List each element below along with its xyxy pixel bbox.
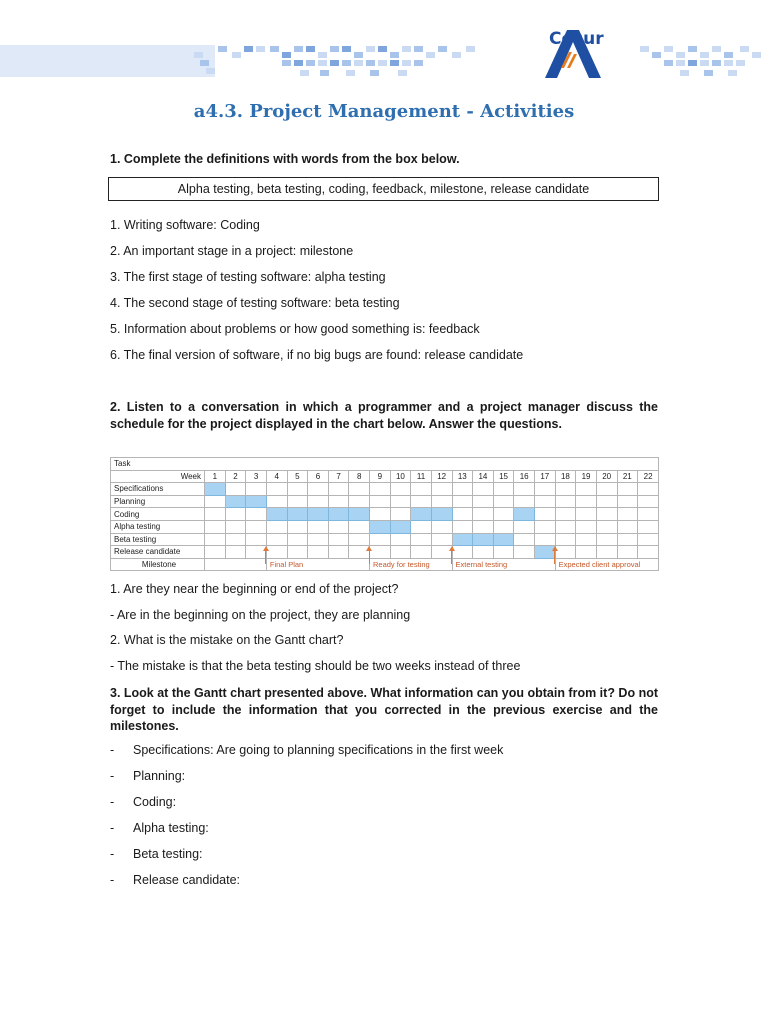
q3-bullet-text: Specifications: Are going to planning specifications in the first week — [133, 743, 504, 757]
header-pixel — [370, 70, 379, 76]
gantt-cell — [596, 533, 617, 546]
gantt-week-number: 1 — [205, 470, 226, 483]
gantt-cell — [638, 495, 659, 508]
gantt-cell — [596, 508, 617, 521]
header-pixel — [294, 46, 303, 52]
q3-bullet: - Planning: — [110, 769, 186, 783]
q1-item: 2. An important stage in a project: milestone — [110, 244, 354, 258]
header-pixel — [398, 70, 407, 76]
gantt-cell — [225, 483, 246, 496]
arrow-shaft — [265, 550, 266, 564]
gantt-cell — [638, 508, 659, 521]
gantt-week-number: 17 — [535, 470, 556, 483]
gantt-cell — [370, 508, 391, 521]
gantt-cell — [617, 533, 638, 546]
gantt-week-number: 13 — [452, 470, 473, 483]
gantt-cell — [431, 520, 452, 533]
gantt-week-number: 21 — [617, 470, 638, 483]
header-pixel — [200, 60, 209, 66]
gantt-bar-cell — [308, 508, 329, 521]
header-pixel — [724, 52, 733, 58]
gantt-cell — [596, 520, 617, 533]
gantt-cell — [390, 508, 411, 521]
header-pixel — [294, 60, 303, 66]
gantt-cell — [225, 546, 246, 559]
gantt-cell — [638, 483, 659, 496]
header-pixel — [466, 46, 475, 52]
gantt-cell — [431, 533, 452, 546]
gantt-cell — [349, 520, 370, 533]
header-pixel — [194, 52, 203, 58]
q2-heading: 2. Listen to a conversation in which a programmer and a project manager discuss the schedule for the project displayed in the chart below. Answer the questions. — [110, 400, 658, 431]
gantt-cell — [555, 546, 576, 559]
header-pixel — [256, 46, 265, 52]
gantt-cell — [576, 495, 597, 508]
gantt-week-number: 18 — [555, 470, 576, 483]
gantt-week-number: 7 — [328, 470, 349, 483]
gantt-cell — [638, 533, 659, 546]
gantt-cell — [349, 483, 370, 496]
gantt-week-number: 9 — [370, 470, 391, 483]
gantt-cell — [328, 533, 349, 546]
q3-bullet: - Release candidate: — [110, 873, 241, 887]
gantt-cell — [287, 495, 308, 508]
gantt-cell — [617, 520, 638, 533]
gantt-cell — [493, 546, 514, 559]
header-pixel — [354, 52, 363, 58]
gantt-cell — [514, 533, 535, 546]
word-box: Alpha testing, beta testing, coding, feedback, milestone, release candidate — [108, 177, 659, 201]
header-pixel — [414, 46, 423, 52]
gantt-cell — [370, 495, 391, 508]
header-pixel — [330, 60, 339, 66]
gantt-cell — [349, 533, 370, 546]
gantt-cell — [452, 483, 473, 496]
header-pixel — [728, 70, 737, 76]
gantt-cell — [308, 483, 329, 496]
gantt-bar-cell — [246, 495, 267, 508]
gantt-cell — [411, 546, 432, 559]
header-pixel — [342, 60, 351, 66]
gantt-cell — [328, 520, 349, 533]
header-pixel — [688, 46, 697, 52]
q3-bullet-text: Planning: — [133, 769, 186, 783]
q3-heading: 3. Look at the Gantt chart presented above. What information can you obtain from it? Do not forget to include the information that you corrected in the previous exercise and the milestones. — [110, 686, 658, 733]
q1-item: 1. Writing software: Coding — [110, 218, 260, 232]
gantt-cell — [473, 520, 494, 533]
q1-item: 6. The final version of software, if no big bugs are found: release candidate — [110, 348, 524, 362]
header-pixel — [438, 46, 447, 52]
gantt-bar-cell — [493, 533, 514, 546]
header-pixel — [676, 52, 685, 58]
header-pixel — [282, 52, 291, 58]
header-pixel — [712, 60, 721, 66]
header-pixel — [712, 46, 721, 52]
header-pixel — [688, 60, 697, 66]
gantt-cell — [493, 483, 514, 496]
gantt-cell — [349, 495, 370, 508]
header-band — [0, 45, 215, 77]
header-pixel — [330, 46, 339, 52]
gantt-cell — [431, 483, 452, 496]
gantt-milestone-text: External testing — [452, 558, 555, 571]
gantt-week-number: 11 — [411, 470, 432, 483]
gantt-cell — [493, 508, 514, 521]
gantt-cell — [411, 533, 432, 546]
header-pixel — [318, 52, 327, 58]
gantt-cell — [555, 508, 576, 521]
q2-line: 1. Are they near the beginning or end of the project? — [110, 582, 399, 596]
gantt-week-number: 20 — [596, 470, 617, 483]
gantt-cell — [596, 546, 617, 559]
gantt-cell — [266, 483, 287, 496]
gantt-cell — [555, 495, 576, 508]
header-pixel — [724, 60, 733, 66]
gantt-cell — [617, 483, 638, 496]
q1-item: 5. Information about problems or how good something is: feedback — [110, 322, 480, 336]
q3-bullet-text: Release candidate: — [133, 873, 241, 887]
gantt-cell — [246, 483, 267, 496]
gantt-week-number: 14 — [473, 470, 494, 483]
q3-bullet-text: Beta testing: — [133, 847, 203, 861]
header-pixel — [414, 60, 423, 66]
gantt-week-number: 6 — [308, 470, 329, 483]
gantt-cell — [266, 546, 287, 559]
gantt-cell — [452, 495, 473, 508]
gantt-cell — [576, 546, 597, 559]
gantt-cell — [617, 546, 638, 559]
gantt-week-number: 10 — [390, 470, 411, 483]
gantt-week-number: 5 — [287, 470, 308, 483]
gantt-cell — [205, 520, 226, 533]
gantt-task-row — [111, 533, 659, 546]
gantt-bar-cell — [411, 508, 432, 521]
gantt-cell — [328, 495, 349, 508]
gantt-cell — [205, 495, 226, 508]
gantt-cell — [390, 533, 411, 546]
gantt-cell — [205, 508, 226, 521]
gantt-week-label: Week — [111, 470, 205, 483]
header-pixel — [346, 70, 355, 76]
gantt-cell — [596, 495, 617, 508]
cesur-logo — [543, 22, 605, 80]
gantt-cell — [473, 508, 494, 521]
header-pixel — [218, 46, 227, 52]
gantt-week-number: 2 — [225, 470, 246, 483]
gantt-bar-cell — [452, 533, 473, 546]
gantt-bar-cell — [370, 520, 391, 533]
gantt-cell — [514, 520, 535, 533]
arrow-shaft — [451, 550, 452, 564]
header-pixel — [426, 52, 435, 58]
gantt-milestone-text: Ready for testing — [370, 558, 453, 571]
header-pixel — [700, 52, 709, 58]
q3-bullet-text: Alpha testing: — [133, 821, 209, 835]
gantt-header-row — [111, 458, 659, 471]
gantt-cell — [493, 520, 514, 533]
gantt-task-name: Planning — [111, 495, 205, 508]
gantt-week-number: 12 — [431, 470, 452, 483]
gantt-task-name: Release candidate — [111, 546, 205, 559]
header-pixel — [704, 70, 713, 76]
gantt-cell — [576, 533, 597, 546]
gantt-cell — [617, 508, 638, 521]
header-pixel — [306, 46, 315, 52]
gantt-cell — [411, 495, 432, 508]
gantt-week-row — [111, 470, 659, 483]
gantt-cell — [390, 495, 411, 508]
gantt-cell — [246, 533, 267, 546]
gantt-task-name: Beta testing — [111, 533, 205, 546]
gantt-cell — [514, 546, 535, 559]
gantt-cell — [308, 546, 329, 559]
gantt-cell — [287, 520, 308, 533]
q3-bullet: - Alpha testing: — [110, 821, 209, 835]
gantt-cell — [452, 508, 473, 521]
header-pixel — [378, 60, 387, 66]
header-pixel — [402, 46, 411, 52]
gantt-milestone-text: Expected client approval — [555, 558, 658, 571]
gantt-cell — [225, 520, 246, 533]
gantt-cell — [308, 533, 329, 546]
gantt-cell — [246, 520, 267, 533]
arrow-shaft — [369, 550, 370, 564]
gantt-cell — [370, 483, 391, 496]
q3-bullet-text: Coding: — [133, 795, 177, 809]
gantt-cell — [535, 533, 556, 546]
gantt-cell — [390, 546, 411, 559]
gantt-bar-cell — [514, 508, 535, 521]
q1-heading: 1. Complete the definitions with words from the box below. — [110, 152, 460, 166]
header-pixel — [664, 46, 673, 52]
gantt-bar-cell — [349, 508, 370, 521]
gantt-bar-cell — [225, 495, 246, 508]
gantt-milestone-row — [111, 558, 659, 571]
header-pixel — [232, 52, 241, 58]
gantt-bar-cell — [205, 483, 226, 496]
gantt-week-number: 19 — [576, 470, 597, 483]
gantt-cell — [266, 495, 287, 508]
gantt-cell — [328, 546, 349, 559]
gantt-cell — [514, 495, 535, 508]
gantt-task-row — [111, 483, 659, 496]
header-pixel — [700, 60, 709, 66]
gantt-cell — [390, 483, 411, 496]
gantt-cell — [535, 495, 556, 508]
gantt-bar-cell — [266, 508, 287, 521]
gantt-milestone-text: Final Plan — [266, 558, 369, 571]
header-pixel — [676, 60, 685, 66]
gantt-cell — [225, 508, 246, 521]
gantt-task-header: Task — [111, 458, 659, 471]
gantt-cell — [411, 520, 432, 533]
gantt-cell — [555, 520, 576, 533]
gantt-week-number: 3 — [246, 470, 267, 483]
header-pixel — [244, 46, 253, 52]
gantt-cell — [555, 483, 576, 496]
q1-item: 4. The second stage of testing software: beta testing — [110, 296, 400, 310]
gantt-cell — [266, 533, 287, 546]
q3-bullet: - Specifications: Are going to planning specifications in the first week — [110, 743, 504, 757]
header-pixel — [752, 52, 761, 58]
gantt-week-number: 15 — [493, 470, 514, 483]
gantt-cell — [638, 546, 659, 559]
gantt-cell — [596, 483, 617, 496]
gantt-cell — [473, 495, 494, 508]
gantt-bar-cell — [328, 508, 349, 521]
header-pixel — [664, 60, 673, 66]
gantt-cell — [266, 520, 287, 533]
gantt-bar-cell — [473, 533, 494, 546]
q2-line: - Are in the beginning on the project, they are planning — [110, 608, 411, 622]
gantt-cell — [473, 546, 494, 559]
gantt-cell — [308, 495, 329, 508]
header-pixel — [402, 60, 411, 66]
header-pixel — [390, 60, 399, 66]
gantt-cell — [328, 483, 349, 496]
gantt-cell — [452, 546, 473, 559]
header-pixel — [306, 60, 315, 66]
header-pixel — [320, 70, 329, 76]
gantt-cell — [205, 533, 226, 546]
gantt-cell — [617, 495, 638, 508]
gantt-week-number: 8 — [349, 470, 370, 483]
header-pixel — [318, 60, 327, 66]
gantt-cell — [555, 533, 576, 546]
gantt-bar-cell — [431, 508, 452, 521]
gantt-milestone-gap — [205, 558, 267, 571]
gantt-cell — [370, 546, 391, 559]
arrow-shaft — [554, 550, 555, 564]
header-pixel — [354, 60, 363, 66]
header-pixel — [366, 60, 375, 66]
q3-bullet: - Beta testing: — [110, 847, 203, 861]
gantt-cell — [411, 483, 432, 496]
gantt-task-row — [111, 495, 659, 508]
header-pixel — [206, 68, 215, 74]
gantt-cell — [493, 495, 514, 508]
header-pixel — [736, 60, 745, 66]
gantt-task-row — [111, 520, 659, 533]
header-pixel — [390, 52, 399, 58]
gantt-cell — [287, 546, 308, 559]
q1-item: 3. The first stage of testing software: alpha testing — [110, 270, 386, 284]
gantt-task-name: Alpha testing — [111, 520, 205, 533]
gantt-cell — [287, 533, 308, 546]
gantt-cell — [205, 546, 226, 559]
header-pixel — [366, 46, 375, 52]
header-pixel — [300, 70, 309, 76]
gantt-week-number: 16 — [514, 470, 535, 483]
gantt-cell — [638, 520, 659, 533]
gantt-cell — [431, 495, 452, 508]
gantt-task-name: Coding — [111, 508, 205, 521]
gantt-table — [110, 457, 659, 571]
gantt-milestone-label: Milestone — [111, 558, 205, 571]
q2-line: - The mistake is that the beta testing should be two weeks instead of three — [110, 659, 521, 673]
gantt-cell — [473, 483, 494, 496]
gantt-cell — [514, 483, 535, 496]
gantt-cell — [535, 520, 556, 533]
gantt-cell — [576, 520, 597, 533]
gantt-cell — [225, 533, 246, 546]
header-pixel — [452, 52, 461, 58]
q3-bullet: - Coding: — [110, 795, 177, 809]
header-pixel — [342, 46, 351, 52]
gantt-cell — [452, 520, 473, 533]
page-title: a4.3. Project Management - Activities — [193, 101, 575, 122]
gantt-cell — [576, 508, 597, 521]
gantt-cell — [535, 483, 556, 496]
gantt-week-number: 4 — [266, 470, 287, 483]
header-pixel — [652, 52, 661, 58]
header-pixel — [378, 46, 387, 52]
gantt-cell — [287, 483, 308, 496]
header-pixel — [740, 46, 749, 52]
gantt-bar-cell — [287, 508, 308, 521]
header-pixel — [680, 70, 689, 76]
gantt-task-row — [111, 546, 659, 559]
gantt-cell — [535, 508, 556, 521]
header-pixel — [270, 46, 279, 52]
gantt-bar-cell — [390, 520, 411, 533]
gantt-task-name: Specifications — [111, 483, 205, 496]
gantt-cell — [370, 533, 391, 546]
header-pixel — [282, 60, 291, 66]
gantt-cell — [308, 520, 329, 533]
gantt-cell — [246, 508, 267, 521]
logo-text: Cesur — [549, 29, 604, 49]
gantt-week-number: 22 — [638, 470, 659, 483]
gantt-task-row — [111, 508, 659, 521]
q2-line: 2. What is the mistake on the Gantt chart? — [110, 633, 344, 647]
gantt-chart — [110, 457, 658, 571]
header-pixel — [640, 46, 649, 52]
gantt-cell — [576, 483, 597, 496]
